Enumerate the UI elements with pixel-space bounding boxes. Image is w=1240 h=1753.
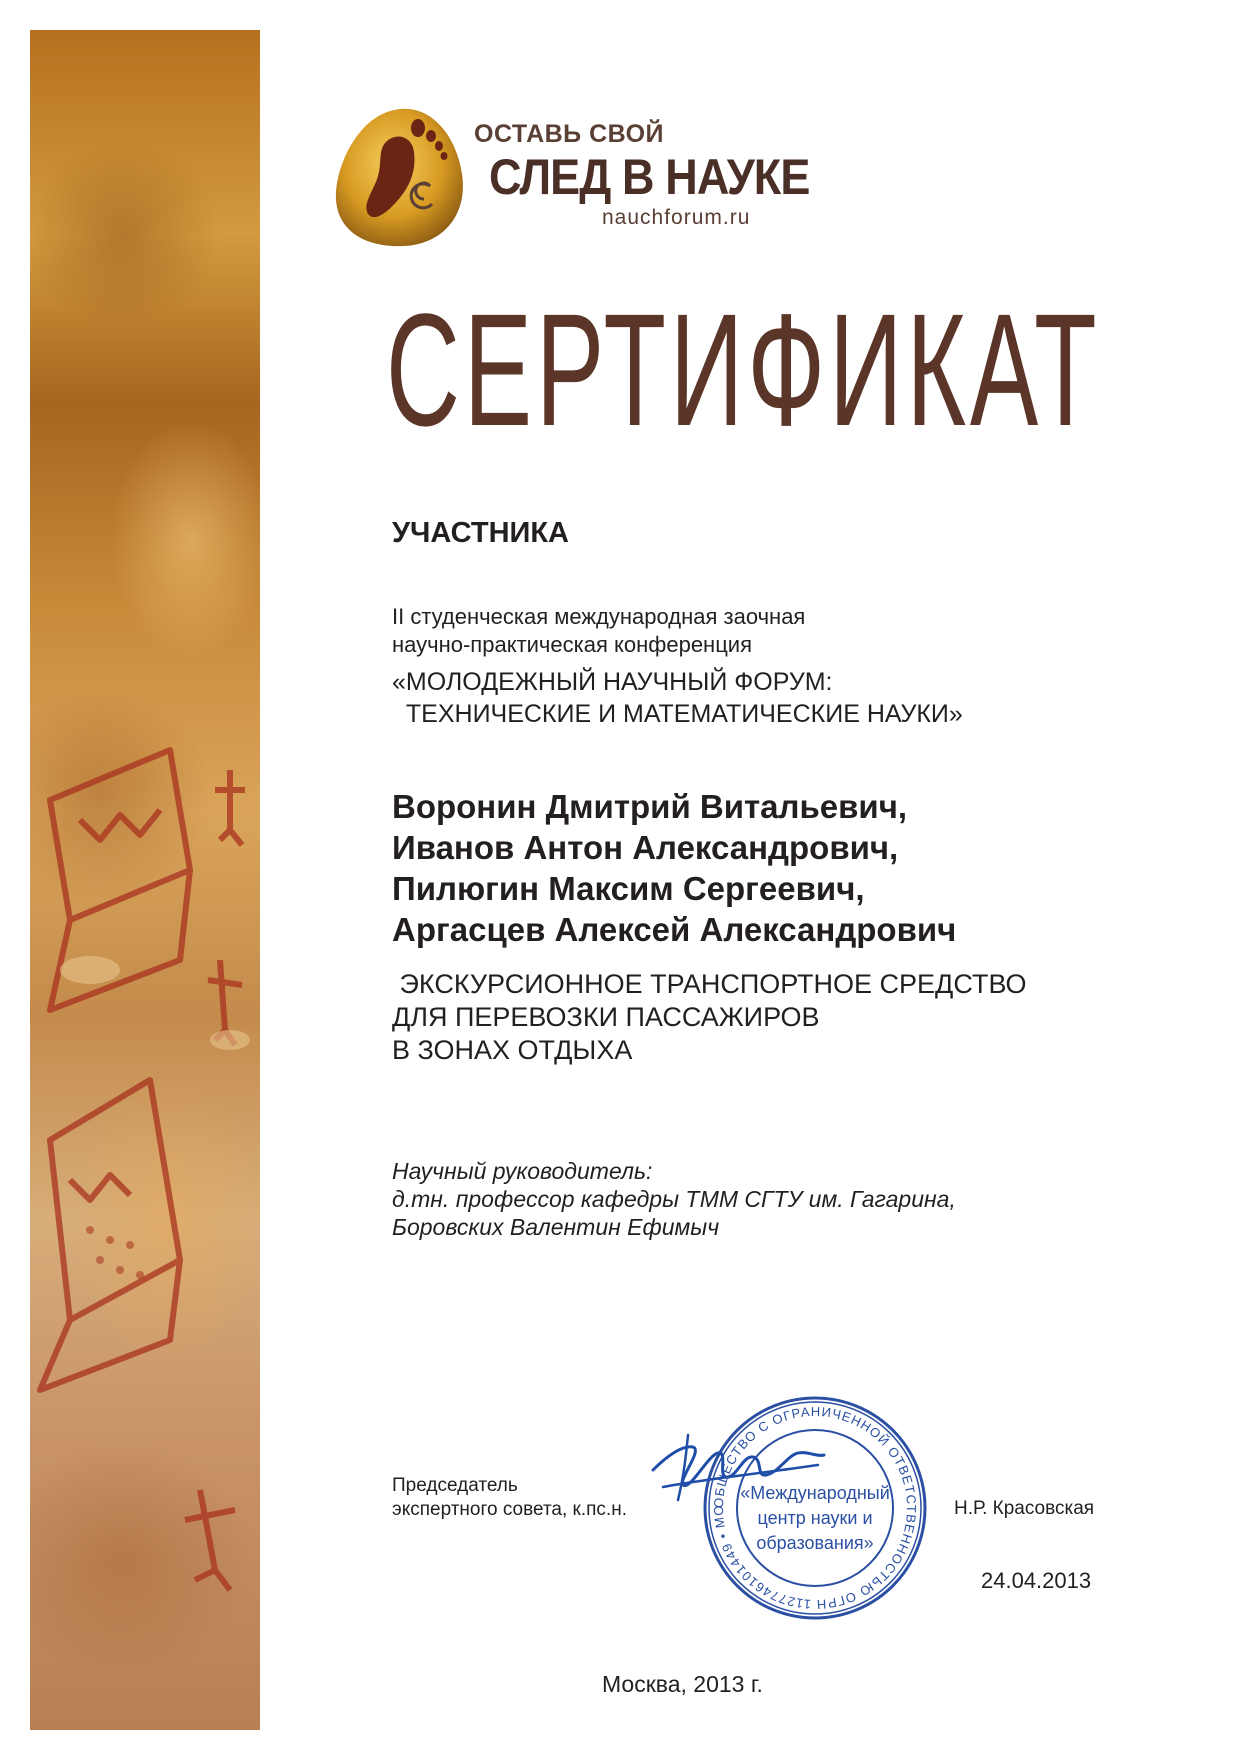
issue-place-year: Москва, 2013 г.	[602, 1671, 763, 1697]
author-name: Аргасцев Алексей Александрович	[392, 911, 957, 948]
conference-line: научно-практическая конференция	[392, 632, 753, 657]
author-name: Пилюгин Максим Сергеевич,	[392, 870, 865, 907]
chair-line: экспертного совета, к.пс.н.	[392, 1499, 627, 1520]
handwritten-signature	[648, 1425, 828, 1505]
supervisor-line: Научный руководитель:	[392, 1158, 653, 1184]
chair-line: Председатель	[392, 1475, 518, 1496]
work-title-line: В ЗОНАХ ОТДЫХА	[392, 1035, 633, 1065]
certificate-subtitle: УЧАСТНИКА	[392, 517, 570, 549]
work-title-line: ЭКСКУРСИОННОЕ ТРАНСПОРТНОЕ СРЕДСТВО	[392, 969, 1027, 999]
logo-url: nauchforum.ru	[602, 206, 751, 229]
author-name: Воронин Дмитрий Витальевич,	[392, 788, 908, 825]
supervisor-line: Боровских Валентин Ефимыч	[392, 1214, 720, 1240]
forum-title-line: ТЕХНИЧЕСКИЕ И МАТЕМАТИЧЕСКИЕ НАУКИ»	[392, 700, 963, 728]
supervisor-line: д.тн. профессор кафедры ТММ СГТУ им. Гагарина,	[392, 1186, 956, 1212]
author-name: Иванов Антон Александрович,	[392, 829, 899, 866]
chair-title	[392, 1474, 627, 1522]
work-title-line: ДЛЯ ПЕРЕВОЗКИ ПАССАЖИРОВ	[392, 1002, 820, 1032]
logo	[334, 104, 810, 249]
stamp-ring-text: ОБЩЕСТВО С ОГРАНИЧЕННОЙ ОТВЕТСТВЕННОСТЬЮ ОГРН 1127746101449 • МО	[710, 1403, 920, 1613]
stamp-center-line: образования»	[756, 1533, 874, 1553]
forum-title-line: «МОЛОДЕЖНЫЙ НАУЧНЫЙ ФОРУМ:	[392, 668, 833, 696]
stamp-center-line: «Международный	[740, 1483, 890, 1503]
rock-art-drawings	[30, 30, 260, 1730]
work-title	[392, 968, 1027, 1067]
signer-name: Н.Р. Красовская	[954, 1498, 1095, 1519]
logo-tagline-main: СЛЕД В НАУКЕ	[489, 149, 810, 205]
decorative-rock-art-strip	[30, 30, 260, 1730]
logo-tagline-top: ОСТАВЬ СВОЙ	[474, 120, 664, 148]
supervisor-block	[392, 1157, 956, 1241]
conference-line: II студенческая международная заочная	[392, 604, 806, 629]
certificate-title: СЕРТИФИКАТ	[386, 280, 1101, 459]
conference-description	[392, 603, 805, 659]
issue-date: 24.04.2013	[981, 1568, 1092, 1593]
forum-title	[392, 666, 963, 730]
footprint-stone-icon	[334, 104, 474, 249]
authors-list	[392, 786, 956, 950]
stamp-center-line: центр науки и	[757, 1508, 873, 1528]
